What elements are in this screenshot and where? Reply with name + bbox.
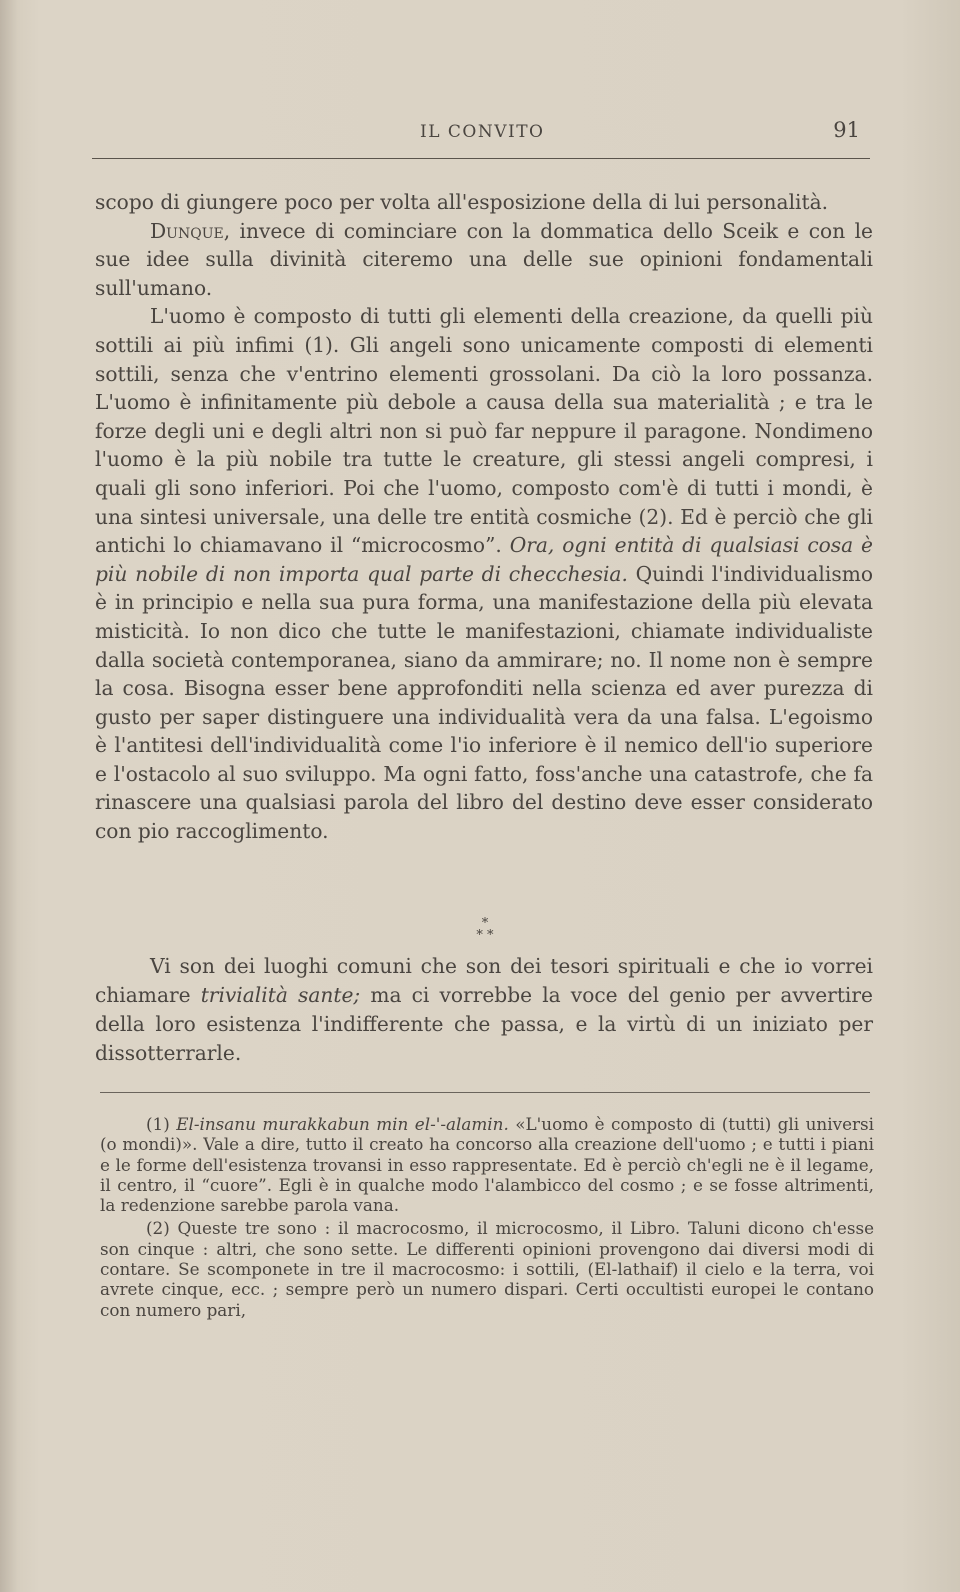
lead-word: Dunque <box>150 218 224 243</box>
page-number: 91 <box>833 118 860 142</box>
footnote-2: (2) Queste tre sono : il macrocosmo, il microcosmo, il Libro. Taluni dicono ch'esse son cinque : altri, che sono sette. Le differenti opinioni provengono dai diversi modi di contare. Se scomponete in tre il macrocosmo: i sottili, (El-lathaif) il cielo e la terra, voi avrete cinque, ecc. ; sempre però un numero dispari. Certi occultisti europei le contano con numero pari, <box>100 1218 874 1320</box>
italic-phrase: trivialità sante; <box>200 983 361 1007</box>
paragraph-2-text: , invece di cominciare con la dommatica dello Sceik e con le sue idee sulla divinità citeremo una delle sue opinioni fondamentali sull'umano. <box>95 218 873 300</box>
footnote-1-italic: El-insanu murakkabun min el-'-alamin. <box>176 1114 509 1134</box>
paragraph-4-text-b: ma ci vorrebbe la voce del genio per avvertire della loro esistenza l'indifferente che passa, e la virtù di un iniziato per dissotterrarle. <box>95 983 873 1065</box>
italic-sentence: Ora, ogni entità di qualsiasi cosa è più nobile di non importa qual parte di checchesia. <box>95 533 874 586</box>
section-2-text <box>95 952 873 1068</box>
asterism-top: * <box>481 916 489 931</box>
paragraph-2 <box>95 217 873 303</box>
paragraph-1: scopo di giungere poco per volta all'esposizione della di lui personalità. <box>95 190 829 214</box>
footnote-1 <box>100 1114 874 1215</box>
paragraph-3 <box>95 302 873 845</box>
asterism-bottom: * * <box>476 928 494 943</box>
footnote-divider <box>100 1092 870 1093</box>
footnote-1-text: «L'uomo è composto di (tutti) gli universi (o mondi)». Vale a dire, tutto il creato ha concorso alla creazione dell'uomo ; e tutti i piani e le forme dell'esistenza trovansi in esso rappresentate. Ed è perciò ch'egli ne è il legame, il centro, il “cuore”. Egli è in qualche modo l'alambicco del cosmo ; e se fosse altrimenti, la redenzione sarebbe parola vana. <box>100 1114 874 1216</box>
paragraph-3-text-b: Quindi l'individualismo è in principio e nella sua pura forma, una manifestazione della più elevata misticità. Io non dico che tutte le manifestazioni, chiamate individualiste dalla società contemporanea, siano da ammirare; no. Il nome non è sempre la cosa. Bisogna esser bene approfonditi nella scienza ed aver purezza di gusto per saper distinguere una individualità vera da una falsa. L'egoismo è l'antitesi dell'individualità come l'io inferiore è il nemico dell'io superiore e l'ostacolo al suo sviluppo. Ma ogni fatto, foss'anche una catastrofe, che fa rinascere una qualsiasi parola del libro del destino deve esser considerato con pio raccoglimento. <box>95 561 873 844</box>
page-header <box>92 118 870 159</box>
footnotes <box>100 1114 874 1323</box>
main-text <box>95 188 873 846</box>
running-title: IL CONVITO <box>420 122 545 142</box>
paragraph-3-text-a: L'uomo è composto di tutti gli elementi della creazione, da quelli più sottili ai più infimi (1). Gli angeli sono unicamente composti di elementi sottili, senza che v'entrino elementi grossolani. Da ciò la loro possanza. L'uomo è infinitamente più debole a causa della sua materialità ; e tra le forze degli uni e degli altri non si può far neppure il paragone. Nondimeno l'uomo è la più nobile tra tutte le creature, gli stessi angeli compresi, i quali gli sono inferiori. Poi che l'uomo, composto com'è di tutti i mondi, è una sintesi universale, una delle tre entità cosmiche (2). Ed è perciò che gli antichi lo chiamavano il “microcosmo”. <box>95 304 873 558</box>
paragraph-4-text-a: Vi son dei luoghi comuni che son dei tesori spirituali e che io vorrei chiamare <box>95 954 873 1007</box>
footnote-1-marker: (1) <box>146 1114 177 1134</box>
section-divider-asterism <box>455 918 515 950</box>
paragraph-4 <box>95 952 873 1068</box>
